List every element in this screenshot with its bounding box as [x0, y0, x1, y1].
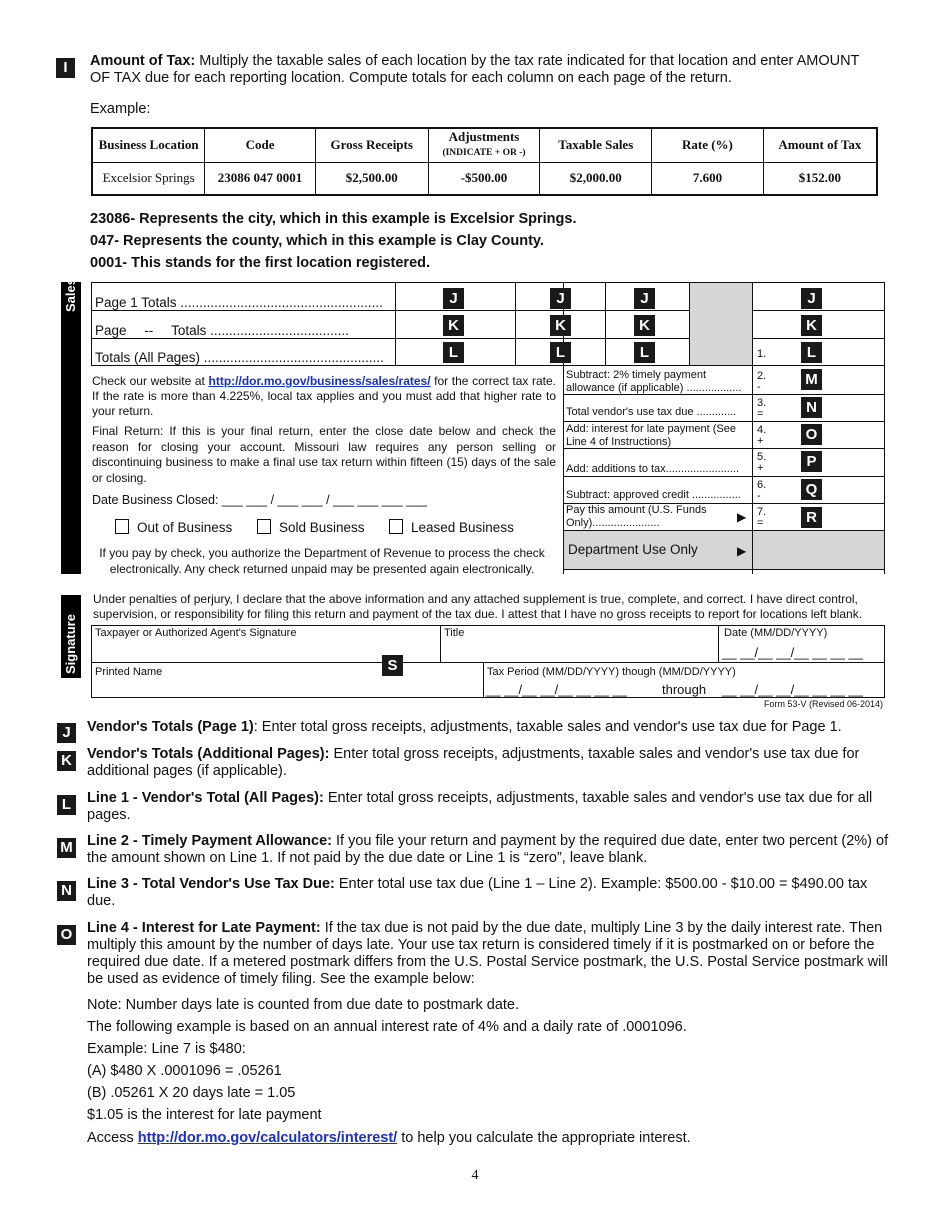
checkbox-sold-business[interactable]: Sold Business [257, 519, 365, 536]
line2-num: 2. - [757, 370, 767, 393]
cell-business-location: Excelsior Springs [92, 162, 205, 195]
title-label: Title [444, 627, 465, 639]
grid-vline [395, 282, 396, 365]
sig-box-top [91, 625, 885, 626]
line3-num: 3. = [757, 397, 767, 420]
instruction-n: Line 3 - Total Vendor's Use Tax Due: Enter total use tax due (Line 1 – Line 2). Example: $500.00 - $10.00 = $490.00 tax due. [87, 876, 868, 909]
cell-adjustments: -$500.00 [428, 162, 540, 195]
signature-side-label: Signature [63, 614, 78, 674]
sig-vline [718, 625, 719, 662]
example-label: Example: [90, 101, 151, 117]
header-code: Code [205, 128, 316, 162]
grey-shaded-column [690, 283, 752, 365]
sig-box-mid [91, 662, 885, 663]
badge-k: K [443, 315, 464, 336]
instruction-badge-m: M [57, 838, 76, 858]
checkbox[interactable] [257, 519, 271, 534]
badge-j: J [550, 288, 571, 309]
cell-code: 23086 047 0001 [205, 162, 316, 195]
tax-period-to-field[interactable]: __ __/__ __/__ __ __ __ [722, 682, 863, 697]
printed-name-field[interactable] [92, 679, 382, 696]
example-table [91, 127, 878, 196]
check-notice: If you pay by check, you authorize the Department of Revenue to process the check electronically. Any check returned unpaid may be presented again electronically. [99, 546, 545, 576]
all-pages-totals-label: Totals (All Pages) ................................................ [95, 350, 384, 365]
header-adjustments: Adjustments (INDICATE + OR -) [428, 128, 540, 162]
example-note-rate: The following example is based on an annual interest rate of 4% and a daily rate of .0001096. [87, 1019, 687, 1035]
badge-l: L [443, 342, 464, 363]
instruction-k: Vendor's Totals (Additional Pages): Enter total gross receipts, adjustments, taxable sales and vendor's use tax due for additional pages (if applicable). [87, 746, 860, 779]
page-totals-label: Page -- Totals ..................................... [95, 323, 349, 338]
example-note-result: $1.05 is the interest for late payment [87, 1107, 322, 1123]
date-label: Date (MM/DD/YYYY) [724, 627, 828, 639]
grid-vline [884, 282, 885, 574]
line3-label: Total vendor's use tax due ............. [566, 406, 737, 418]
checkbox[interactable] [115, 519, 129, 534]
badge-k: K [550, 315, 571, 336]
badge-k: K [634, 315, 655, 336]
line7-num: 7. = [757, 506, 767, 529]
badge-o: O [801, 424, 822, 445]
code-note-county: 047- Represents the county, which in this example is Clay County. [90, 233, 544, 249]
page1-totals-label: Page 1 Totals ...................................................... [95, 295, 383, 310]
printed-name-label: Printed Name [95, 666, 163, 678]
taxpayer-signature-label: Taxpayer or Authorized Agent's Signature [95, 627, 297, 639]
checkbox-out-of-business[interactable]: Out of Business [115, 519, 232, 536]
badge-j: J [634, 288, 655, 309]
grid-vline [91, 282, 92, 365]
title-field[interactable] [442, 640, 716, 661]
line1-number: 1. [757, 348, 767, 360]
example-note-days: Note: Number days late is counted from due date to postmark date. [87, 997, 520, 1013]
sig-vline [440, 625, 441, 662]
checkbox-leased-business[interactable]: Leased Business [389, 519, 514, 536]
form-id: Form 53-V (Revised 06-2014) [763, 699, 883, 709]
perjury-statement: Under penalties of perjury, I declare that the above information and any attached supplement is true, complete, and correct. I have direct control, supervision, or responsibility for filing this return and payment of the tax due. I attest that I have no gross receipts to report for locations left blank. [93, 592, 863, 621]
line4-label: Add: interest for late payment (See Line 4 of Instructions) [566, 423, 736, 448]
arrow-right-icon: ▶ [737, 544, 747, 558]
interest-calculator-link[interactable]: http://dor.mo.gov/calculators/interest/ [137, 1130, 398, 1146]
dept-use-label: Department Use Only [568, 542, 698, 557]
instruction-l: Line 1 - Vendor's Total (All Pages): Enter total gross receipts, adjustments, taxable sales and vendor's use tax due for all pages. [87, 790, 873, 823]
line7-label: Pay this amount (U.S. Funds Only)...................... [566, 504, 707, 529]
cell-amount-of-tax: $152.00 [763, 162, 877, 195]
sales-side-label: Sales [63, 278, 78, 312]
instruction-badge-j: J [57, 723, 76, 743]
header-taxable-sales: Taxable Sales [540, 128, 652, 162]
line6-num: 6. - [757, 479, 767, 502]
instruction-badge-n: N [57, 881, 76, 901]
section-i-text [90, 53, 880, 87]
badge-m: M [801, 369, 822, 390]
page-number: 4 [471, 1168, 479, 1183]
instruction-m: Line 2 - Timely Payment Allowance: If you file your return and payment by the required due date, enter two percent (2%) of the amount shown on Line 1. If not paid by the due date or Line 1 is “zero”, leave blank. [87, 833, 889, 866]
example-note-a: (A) $480 X .0001096 = .05261 [87, 1063, 282, 1079]
grid-vline [605, 282, 606, 365]
grid-vline [752, 531, 753, 569]
tax-period-label: Tax Period (MM/DD/YYYY) though (MM/DD/YYYY) [487, 666, 736, 678]
code-note-location: 0001- This stands for the first location registered. [90, 255, 431, 271]
rates-link[interactable]: http://dor.mo.gov/business/sales/rates/ [208, 374, 431, 388]
checkbox[interactable] [389, 519, 403, 534]
section-i-body: Multiply the taxable sales of each location by the tax rate indicated for that location and enter AMOUNT OF TAX due for each reporting location. Compute totals for each column on each page of the return. [90, 53, 860, 86]
code-note-city: 23086- Represents the city, which in this example is Excelsior Springs. [90, 211, 577, 227]
example-table-header-row [92, 128, 877, 162]
final-return-info: Final Return: If this is your final return, enter the close date below and check the reason for closing your account. Missouri law requires any person selling or discontinuing business to make a final use tax return within fifteen (15) days of the sale or closing. [92, 424, 556, 485]
line5-label: Add: additions to tax........................ [566, 463, 740, 475]
cell-rate: 7.600 [652, 162, 764, 195]
section-i-heading: Amount of Tax: [90, 53, 196, 69]
dept-use-bottom [563, 569, 884, 570]
header-amount-of-tax: Amount of Tax [763, 128, 877, 162]
badge-k: K [801, 315, 822, 336]
badge-p: P [801, 451, 822, 472]
website-info: Check our website at http://dor.mo.gov/business/sales/rates/ for the correct tax rate. If the rate is more than 4.225%, local tax applies and you must add that higher rate to your return. [92, 374, 556, 418]
line5-num: 5. + [757, 451, 767, 474]
badge-l: L [634, 342, 655, 363]
through-label: through [662, 682, 707, 697]
badge-l: L [550, 342, 571, 363]
sig-vline [884, 625, 885, 697]
badge-j: J [443, 288, 464, 309]
line2-label: Subtract: 2% timely payment allowance (if applicable) .................. [566, 369, 742, 394]
instruction-o: Line 4 - Interest for Late Payment: If the tax due is not paid by the due date, multiply Line 3 by the daily interest rate. Then multiply this amount by the number of days late. Your use tax return is considered timely if it is postmarked on or before the required due date. If a metered postmark differs from the U.S. Postal Service postmark, the U.S. Postal Service postmark will be used as evidence of timely filing. See the example below: [87, 920, 888, 987]
instruction-j: Vendor's Totals (Page 1): Enter total gross receipts, adjustments, taxable sales and vendor's use tax due for Page 1. [87, 719, 842, 735]
line4-num: 4. + [757, 424, 767, 447]
arrow-right-icon: ▶ [737, 510, 747, 524]
header-rate: Rate (%) [652, 128, 764, 162]
badge-j: J [801, 288, 822, 309]
date-field[interactable]: __ __/__ __/__ __ __ __ [722, 645, 863, 660]
totals-top-border [91, 282, 884, 283]
tax-period-from-field[interactable]: __ __/__ __/__ __ __ __ [486, 682, 627, 697]
cell-taxable-sales: $2,000.00 [540, 162, 652, 195]
date-business-closed: Date Business Closed: ___ ___ / ___ ___ / ___ ___ ___ ___ [92, 493, 427, 507]
badge-l: L [801, 342, 822, 363]
header-gross-receipts: Gross Receipts [315, 128, 428, 162]
instruction-badge-o: O [57, 925, 76, 945]
header-business-location: Business Location [92, 128, 205, 162]
section-i-badge: I [56, 58, 75, 78]
example-note-b: (B) .05261 X 20 days late = 1.05 [87, 1085, 296, 1101]
cell-gross-receipts: $2,500.00 [315, 162, 428, 195]
instruction-badge-k: K [57, 751, 76, 771]
grid-vline [515, 282, 516, 365]
line6-label: Subtract: approved credit ................ [566, 489, 741, 501]
line-divider [563, 421, 884, 422]
example-table-row [92, 162, 877, 195]
instruction-badge-l: L [57, 795, 76, 815]
badge-s: S [382, 655, 403, 676]
badge-q: Q [801, 479, 822, 500]
badge-r: R [801, 507, 822, 528]
badge-n: N [801, 397, 822, 418]
sig-vline [483, 662, 484, 697]
line-divider [563, 476, 884, 477]
access-calculator: Access http://dor.mo.gov/calculators/interest/ to help you calculate the appropriate interest. [87, 1130, 691, 1146]
example-note-line7: Example: Line 7 is $480: [87, 1041, 246, 1057]
sales-side-bar [61, 282, 81, 574]
